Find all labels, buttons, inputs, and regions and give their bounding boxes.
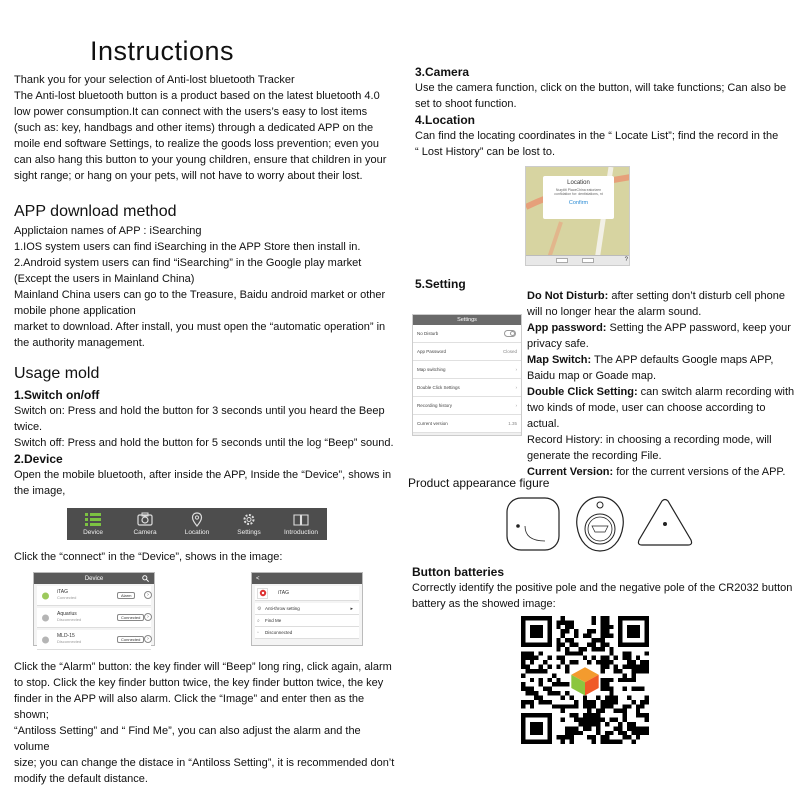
help-icon[interactable]: ?: [624, 257, 628, 263]
text-line: set to shoot function.: [415, 98, 517, 110]
desc-line: Do Not Disturb: after setting don’t disturb cell phone: [527, 290, 785, 302]
page-title: Instructions: [90, 36, 235, 66]
device-screen: [33, 572, 155, 646]
app-download-heading: APP download method: [14, 203, 177, 220]
qr-finder-pattern: [521, 616, 552, 647]
desc-line: will no longer hear the alarm sound.: [527, 306, 702, 318]
menu-item-anti-throw[interactable]: [255, 603, 359, 615]
map-pin-icon: [189, 512, 205, 527]
desc-line: Map Switch: The APP defaults Google maps APP,: [527, 354, 774, 366]
map-list-button[interactable]: [556, 258, 568, 263]
text-line: Applictaion names of APP : iSearching: [14, 225, 202, 237]
setting-descriptions: [527, 288, 797, 480]
setting-label: Map switching: [417, 367, 446, 372]
location-map: [525, 166, 630, 266]
search-icon[interactable]: [142, 575, 149, 582]
chevron-right-icon: ›: [515, 403, 517, 408]
connect-text: Click the “connect” in the “Device”, shows in the image:: [14, 551, 283, 563]
chevron-right-icon[interactable]: ›: [144, 613, 152, 621]
text-line: Switch off: Press and hold the button for 5 seconds until the log “Beep” sound.: [14, 437, 394, 449]
setting-label: Current version: [417, 421, 448, 426]
text-line: Open the mobile bluetooth, after inside the APP, Inside the “Device”, shows in: [14, 469, 392, 481]
tab-settings[interactable]: [223, 512, 275, 537]
location-heading: 4.Location: [415, 113, 476, 127]
square-tag-figure: [507, 498, 559, 550]
desc-line: privacy safe.: [527, 338, 589, 350]
device-name: MLD-15: [57, 633, 75, 639]
text-line: Can find the locating coordinates in the “ Locate List”; find the record in the: [415, 130, 779, 142]
text-line: 1.IOS system users can find iSearching in the APP Store then install in.: [14, 241, 361, 253]
tag-icon: [259, 589, 267, 597]
text-line: “ Lost History” can be lost to.: [415, 146, 555, 158]
device-row[interactable]: [37, 608, 151, 628]
intro-line: Thank you for your selection of Anti-lost bluetooth Tracker: [14, 74, 295, 86]
intro-line: (such as: key, handbags and other items) through a dedicated APP on the: [14, 122, 374, 134]
switch-heading: 1.Switch on/off: [14, 388, 100, 402]
dialog-title: Location: [567, 180, 590, 186]
camera-text: [415, 80, 795, 112]
tag-icon: [41, 591, 50, 601]
confirm-button[interactable]: Confirm: [568, 200, 589, 206]
text-line: 2.Android system users can find “iSearching” in the Google play market: [14, 257, 362, 269]
device-status: Disconnected: [57, 617, 82, 622]
disconnect-icon: ▫: [257, 629, 259, 636]
text-line: “Antiloss Setting” and “ Find Me”, you can also adjust the alarm and the volume: [14, 725, 361, 753]
qr-finder-pattern: [618, 616, 649, 647]
itag-screen-header: [252, 573, 362, 584]
qr-center-logo: [570, 665, 601, 696]
qr-code[interactable]: [521, 616, 649, 744]
map-toolbar: [526, 255, 630, 265]
device-heading: 2.Device: [14, 452, 63, 466]
text-line: Correctly identify the positive pole and the negative pole of the CR2032 button: [412, 582, 793, 594]
text-line: finder in the APP will also alarm. Click the “Image” and enter then as the shown;: [14, 693, 365, 721]
tab-label: Location: [184, 528, 210, 536]
batteries-heading: Button batteries: [412, 565, 505, 579]
setting-value: 1.35: [508, 421, 517, 426]
text-line: the image,: [14, 485, 66, 497]
device-name: iTAG: [57, 589, 69, 595]
desc-line: Record History: in choosing a recording mode, will: [527, 434, 772, 446]
setting-label: No Disturb: [417, 331, 439, 336]
text-line: Use the camera function, click on the button, will take functions; Can also be: [415, 82, 787, 94]
text-line: modify the default distance.: [14, 773, 148, 785]
app-tab-bar: [67, 508, 327, 540]
connect-button[interactable]: Connected: [117, 614, 144, 621]
text-line: size; you can change the distace in “Antiloss Setting”, it is recommended don’t: [14, 757, 395, 769]
alarm-text: [14, 659, 399, 787]
setting-row-map-switching[interactable]: [413, 361, 521, 379]
dialog-text: Nurpliti PlaceChina eatorizen confidation for: dentistations, nt: [554, 188, 603, 196]
intro-paragraph: [14, 72, 399, 184]
intro-line: The Anti-lost bluetooth button is a product based on the latest bluetooth 4.0: [14, 90, 380, 102]
text-line: Switch on: Press and hold the button for 3 seconds until you heard the Beep: [14, 405, 385, 417]
alarm-button[interactable]: Alarm: [117, 592, 135, 599]
batteries-text: [412, 580, 797, 612]
menu-item-label: Find Me: [265, 618, 282, 623]
intro-line: moile end software Settings, to realize the goods loss prevention; even you: [14, 138, 380, 150]
setting-heading: 5.Setting: [415, 277, 466, 291]
desc-line: Current Version: for the current versions of the APP.: [527, 466, 786, 478]
tab-label: Camera: [133, 528, 157, 536]
device-text: [14, 467, 399, 499]
search-icon: ⌕: [257, 617, 260, 624]
text-line: mobile phone application: [14, 305, 136, 317]
settings-screen: [412, 314, 522, 436]
device-status: Connected: [57, 595, 77, 600]
desc-line: Double Click Setting: can switch alarm recording with: [527, 386, 795, 398]
qr-finder-pattern: [521, 713, 552, 744]
setting-label: Double Click Settings: [417, 385, 460, 390]
text-line: Click the “Alarm” button: the key finder will “Beep” long ring, click again, alarm: [14, 661, 392, 673]
setting-row-app-password[interactable]: [413, 343, 521, 361]
toggle-switch[interactable]: [504, 330, 516, 337]
location-dialog: [543, 176, 614, 219]
text-line: battery as the showed image:: [412, 598, 556, 610]
usage-heading: Usage mold: [14, 365, 100, 382]
book-icon: [293, 512, 309, 527]
text-line: market to download. After install, you must open the “automatic operation” in: [14, 321, 386, 333]
tab-label: Device: [83, 528, 103, 536]
setting-value: Closed: [502, 349, 517, 354]
itag-title-row: [255, 586, 359, 601]
desc-line: two kinds of mode, user can choose according to actual.: [527, 402, 766, 430]
settings-screen-title: Settings: [413, 315, 521, 325]
device-screen-header: [34, 573, 154, 584]
tab-location[interactable]: [171, 512, 223, 537]
setting-label: App Password: [417, 349, 447, 354]
device-status: Disconnected: [57, 639, 82, 644]
text-line: Mainland China users can go to the Treasure, Baidu android market or other: [14, 289, 386, 301]
tab-camera[interactable]: [119, 512, 171, 537]
itag-screen: [251, 572, 363, 646]
intro-line: sight range; or hang on your pets, will not have to worry about their lost.: [14, 170, 363, 182]
app-download-text: [14, 223, 399, 351]
arrow-right-icon: ▸: [350, 605, 353, 612]
setting-row-recording-history[interactable]: [413, 397, 521, 415]
text-line: to stop. Click the key finder button twice, the key finder button twice, the key: [14, 677, 384, 689]
chevron-right-icon[interactable]: ›: [144, 635, 152, 643]
text-line: twice.: [14, 421, 43, 433]
menu-item-label: Anti-throw setting: [265, 606, 300, 611]
intro-line: can also hang this button to your young children, ensure that children in your: [14, 154, 387, 166]
chevron-right-icon: ›: [515, 367, 517, 372]
settings-icon: ⚙: [257, 605, 262, 612]
tag-icon: [41, 613, 50, 623]
setting-label: Recording history: [417, 403, 453, 408]
setting-row-current-version: [413, 415, 521, 433]
menu-item-label: Disconnected: [265, 630, 293, 635]
location-text: [415, 128, 795, 160]
device-row[interactable]: [37, 630, 151, 650]
camera-heading: 3.Camera: [415, 65, 470, 79]
desc-line: generate the recording File.: [527, 450, 662, 462]
triangle-tag-figure: [638, 500, 691, 546]
chevron-right-icon: ›: [515, 385, 517, 390]
text-line: (Except the users in Mainland China): [14, 273, 195, 285]
map-history-button[interactable]: [582, 258, 594, 263]
list-icon: [85, 512, 101, 527]
tab-label: Introduction: [284, 528, 318, 536]
tab-label: Settings: [237, 528, 261, 536]
desc-line: Baidu map or Goade map.: [527, 370, 657, 382]
screen-title: Device: [84, 575, 104, 582]
appearance-heading: Product appearance figure: [408, 476, 550, 490]
menu-item-find-me[interactable]: [255, 615, 359, 627]
intro-line: low power consumption.It can connect with the users’s easy to lost items: [14, 106, 368, 118]
switch-text: [14, 403, 399, 451]
gear-icon: [241, 512, 257, 527]
text-line: the authority management.: [14, 337, 145, 349]
menu-item-disconnect[interactable]: [255, 627, 359, 639]
tag-icon: [41, 635, 50, 645]
back-icon[interactable]: <: [256, 575, 260, 582]
chevron-right-icon[interactable]: ›: [144, 591, 152, 599]
desc-line: App password: Setting the APP password, keep your: [527, 322, 791, 334]
tab-device[interactable]: [67, 512, 119, 537]
setting-row-no-disturb[interactable]: [413, 325, 521, 343]
device-name: Aquarius: [57, 611, 77, 617]
tag-image[interactable]: [257, 588, 268, 599]
teardrop-tag-figure: [577, 497, 624, 551]
setting-row-double-click[interactable]: [413, 379, 521, 397]
tab-introduction[interactable]: [275, 512, 327, 537]
device-row[interactable]: [37, 586, 151, 606]
camera-icon: [137, 512, 153, 527]
product-figures: [505, 496, 700, 554]
connect-button[interactable]: Connected: [117, 636, 144, 643]
tag-name: iTAG: [278, 590, 290, 596]
